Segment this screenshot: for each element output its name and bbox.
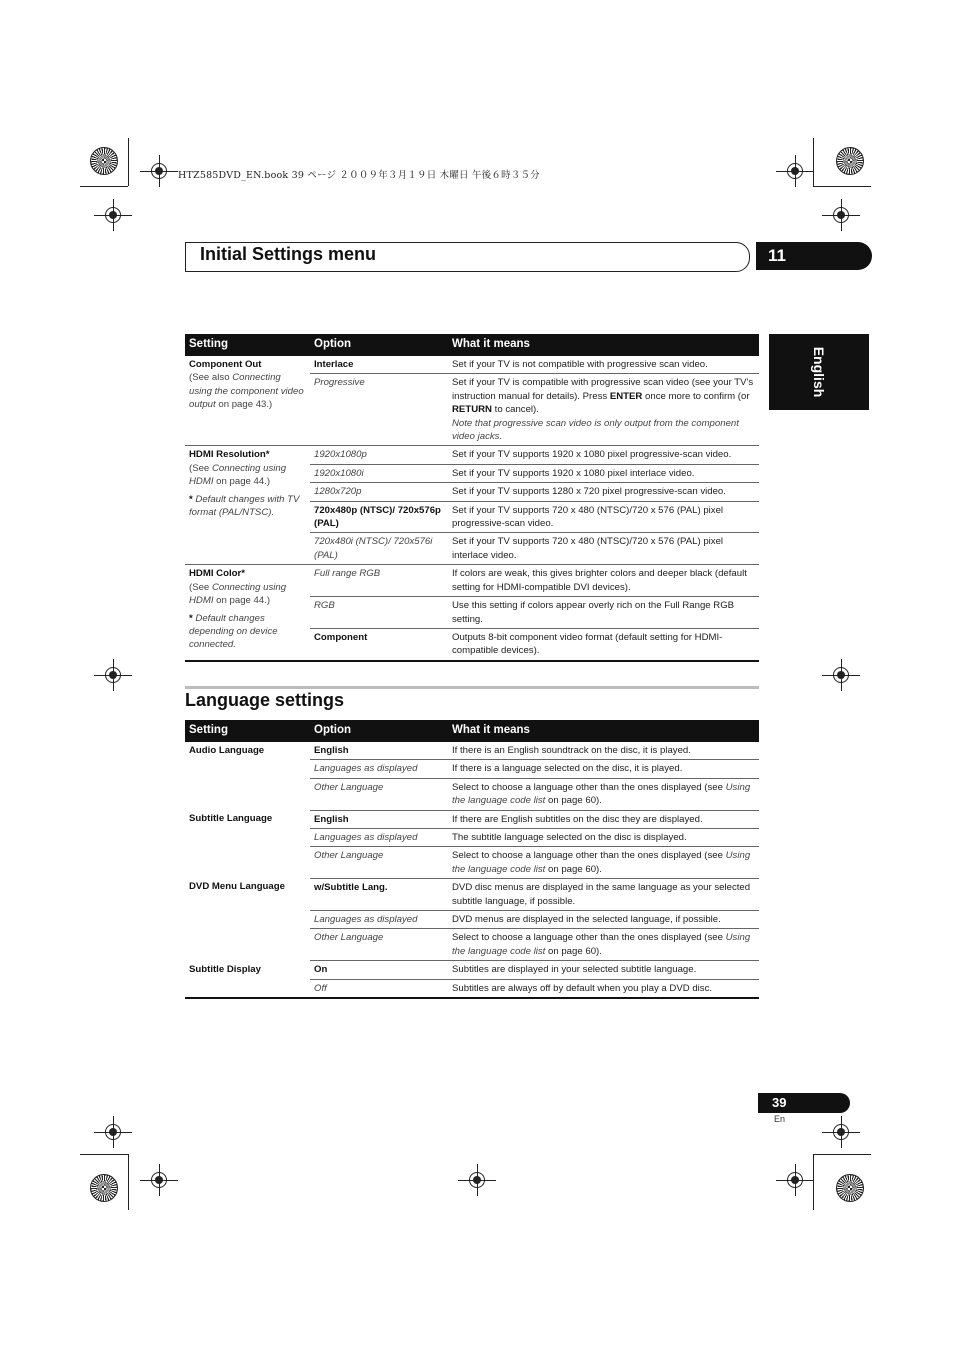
option-cell: Other Language <box>310 929 448 961</box>
option-cell: Off <box>310 979 448 998</box>
option-cell: Progressive <box>310 374 448 446</box>
setting-subtitle-language: Subtitle Language <box>189 813 273 825</box>
chapter-number: 11 <box>756 242 872 270</box>
option-cell: Full range RGB <box>310 565 448 597</box>
option-cell: Other Language <box>310 847 448 879</box>
crosshair-icon <box>787 163 803 179</box>
option-cell: 1280x720p <box>310 483 448 501</box>
crosshair-icon <box>151 1172 167 1188</box>
setting-hdmi-resolution: HDMI Resolution* (See Connecting using HDMI on page 44.) * Default changes with TV format (PAL/NTSC). <box>185 446 310 565</box>
meaning-cell: Set if your TV is not compatible with progressive scan video. <box>448 356 759 374</box>
option-cell: 720x480i (NTSC)/ 720x576i (PAL) <box>310 533 448 565</box>
crosshair-icon <box>833 667 849 683</box>
setting-audio-language: Audio Language <box>189 745 265 756</box>
meaning-cell: DVD menus are displayed in the selected language, if possible. <box>448 911 759 929</box>
option-cell: Languages as displayed <box>310 911 448 929</box>
option-cell: Languages as displayed <box>310 760 448 778</box>
page-title: Initial Settings menu <box>200 244 377 264</box>
option-cell: 720x480p (NTSC)/ 720x576p (PAL) <box>310 501 448 533</box>
table-row <box>185 961 759 979</box>
meaning-cell: If there is an English soundtrack on the disc, it is played. <box>448 742 759 760</box>
meaning-cell: Set if your TV supports 1280 x 720 pixel progressive-scan video. <box>448 483 759 501</box>
option-cell: Component <box>310 628 448 660</box>
crosshair-icon <box>105 207 121 223</box>
registration-star-icon <box>90 1174 118 1202</box>
table-header-row: Setting Option What it means <box>185 334 759 356</box>
setting-hdmi-color: HDMI Color* (See Connecting using HDMI on page 44.) * Default changes depending on device connected. <box>185 565 310 661</box>
option-cell: English <box>310 810 448 828</box>
file-info-line: HTZ585DVD_EN.book 39 ページ ２００９年３月１９日 木曜日 午後６時３５分 <box>178 170 540 181</box>
table-header-row: Setting Option What it means <box>185 720 759 742</box>
crosshair-icon <box>833 1124 849 1140</box>
registration-star-icon <box>836 147 864 175</box>
meaning-cell: Set if your TV supports 720 x 480 (NTSC)/720 x 576 (PAL) pixel interlace video. <box>448 533 759 565</box>
crosshair-icon <box>787 1172 803 1188</box>
option-cell: Interlace <box>310 356 448 374</box>
setting-component-out: Component Out (See also Connecting using the component video output on page 43.) <box>185 356 310 446</box>
option-cell: Other Language <box>310 778 448 810</box>
option-cell: Languages as displayed <box>310 829 448 847</box>
registration-star-icon <box>90 147 118 175</box>
meaning-cell: Set if your TV supports 1920 x 1080 pixel interlace video. <box>448 464 759 482</box>
meaning-cell: If there are English subtitles on the disc they are displayed. <box>448 810 759 828</box>
option-cell: English <box>310 742 448 760</box>
page-number: 39 <box>758 1093 850 1113</box>
meaning-cell: The subtitle language selected on the disc is displayed. <box>448 829 759 847</box>
language-side-tab: English <box>769 334 869 410</box>
language-settings-table <box>185 720 759 999</box>
meaning-cell: Outputs 8-bit component video format (default setting for HDMI-compatible devices). <box>448 628 759 660</box>
meaning-cell: Set if your TV supports 720 x 480 (NTSC)/720 x 576 (PAL) pixel progressive-scan video. <box>448 501 759 533</box>
meaning-cell: If colors are weak, this gives brighter colors and deeper black (default setting for HDMI-compatible DVI devices). <box>448 565 759 597</box>
meaning-cell: Select to choose a language other than the ones displayed (see Using the language code list on page 60). <box>448 847 759 879</box>
table-row <box>185 879 759 911</box>
meaning-cell: Set if your TV supports 1920 x 1080 pixel progressive-scan video. <box>448 446 759 464</box>
section-title: Language settings <box>185 690 345 710</box>
setting-subtitle-display: Subtitle Display <box>185 961 310 998</box>
option-cell: 1920x1080p <box>310 446 448 464</box>
crosshair-icon <box>151 163 167 179</box>
meaning-cell: Select to choose a language other than the ones displayed (see Using the language code list on page 60). <box>448 778 759 810</box>
crosshair-icon <box>833 207 849 223</box>
section-rule <box>185 686 759 689</box>
meaning-cell: Subtitles are displayed in your selected subtitle language. <box>448 961 759 979</box>
table-row <box>185 565 759 597</box>
table-row <box>185 810 759 828</box>
option-cell: 1920x1080i <box>310 464 448 482</box>
meaning-cell: DVD disc menus are displayed in the same language as your selected subtitle language, if possible. <box>448 879 759 911</box>
meaning-cell: Subtitles are always off by default when you play a DVD disc. <box>448 979 759 998</box>
meaning-cell: If there is a language selected on the disc, it is played. <box>448 760 759 778</box>
meaning-cell: Select to choose a language other than the ones displayed (see Using the language code list on page 60). <box>448 929 759 961</box>
crosshair-icon <box>469 1172 485 1188</box>
setting-dvd-menu-language: DVD Menu Language <box>189 880 285 892</box>
meaning-cell: Use this setting if colors appear overly rich on the Full Range RGB setting. <box>448 597 759 629</box>
option-cell: RGB <box>310 597 448 629</box>
registration-star-icon <box>836 1174 864 1202</box>
page-language: En <box>774 1114 786 1124</box>
option-cell: On <box>310 961 448 979</box>
table-row <box>185 446 759 464</box>
option-cell: w/Subtitle Lang. <box>310 879 448 911</box>
table-row <box>185 742 759 760</box>
crosshair-icon <box>105 667 121 683</box>
video-settings-table <box>185 334 759 662</box>
meaning-cell: Set if your TV is compatible with progressive scan video (see your TV's instruction manual for details). Press ENTER once more to confirm (or RETURN to cancel). Note that progressive scan video is only output from the component video jacks. <box>448 374 759 446</box>
table-row <box>185 356 759 374</box>
crosshair-icon <box>105 1124 121 1140</box>
